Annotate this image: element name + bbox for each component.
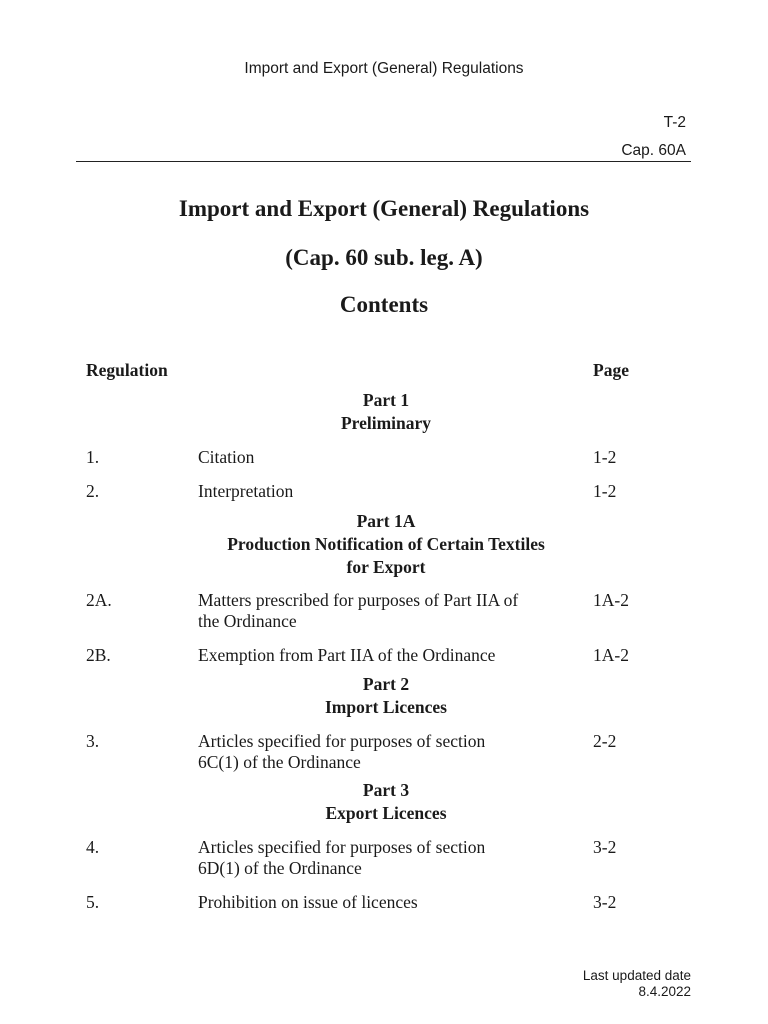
page-number: 1-2 <box>593 481 617 501</box>
document-title: Import and Export (General) Regulations <box>178 196 590 221</box>
chapter-number: Cap. 60A <box>621 142 686 159</box>
regulation-title[interactable] <box>198 837 578 879</box>
part-name-continued: for Export <box>346 557 426 577</box>
document-subtitle: (Cap. 60 sub. leg. A) <box>285 245 483 270</box>
last-updated-date: 8.4.2022 <box>638 984 691 999</box>
part-name: Preliminary <box>340 413 432 433</box>
regulation-number: 4. <box>86 837 100 857</box>
part-label: Part 1 <box>362 390 410 410</box>
regulation-number: 3. <box>86 731 100 751</box>
page-number: 3-2 <box>593 892 617 912</box>
part-heading <box>86 389 686 435</box>
part-name: Import Licences <box>325 697 447 717</box>
regulation-number: 2. <box>86 481 100 501</box>
regulation-title[interactable]: Interpretation <box>198 481 294 501</box>
part-label: Part 3 <box>362 780 410 800</box>
part-name: Export Licences <box>325 803 447 823</box>
page-reference <box>621 109 686 165</box>
regulation-number: 1. <box>86 447 100 467</box>
regulation-number: 5. <box>86 892 100 912</box>
page-number: 3-2 <box>593 837 617 857</box>
regulation-title-line: 6C(1) of the Ordinance <box>198 752 361 772</box>
regulation-title-line: Articles specified for purposes of section <box>198 731 486 751</box>
regulation-title-line: the Ordinance <box>198 611 297 631</box>
regulation-title[interactable] <box>198 590 578 632</box>
regulation-title-line: Articles specified for purposes of section <box>198 837 486 857</box>
regulation-title-line: 6D(1) of the Ordinance <box>198 858 362 878</box>
regulation-title[interactable]: Citation <box>198 447 255 467</box>
part-heading <box>86 510 686 579</box>
page-number: 1A-2 <box>593 645 629 665</box>
regulation-column-header: Regulation <box>86 360 168 380</box>
last-updated-label: Last updated date <box>582 968 691 983</box>
regulation-title[interactable] <box>198 731 578 773</box>
header-divider <box>76 161 691 162</box>
page-number: 1A-2 <box>593 590 629 610</box>
regulation-number: 2B. <box>86 645 111 665</box>
footer <box>583 968 691 1000</box>
part-heading <box>86 673 686 719</box>
regulation-number: 2A. <box>86 590 112 610</box>
page-number: T-2 <box>663 114 686 131</box>
part-label: Part 2 <box>362 674 410 694</box>
contents-heading: Contents <box>339 292 429 317</box>
page-column-header: Page <box>593 360 629 380</box>
running-header: Import and Export (General) Regulations <box>244 60 524 77</box>
page-number: 2-2 <box>593 731 617 751</box>
part-label: Part 1A <box>356 511 416 531</box>
regulation-title[interactable]: Exemption from Part IIA of the Ordinance <box>198 645 496 665</box>
regulation-title-line: Matters prescribed for purposes of Part IIA of <box>198 590 519 610</box>
page-number: 1-2 <box>593 447 617 467</box>
part-name: Production Notification of Certain Textiles <box>227 534 545 554</box>
regulation-title[interactable]: Prohibition on issue of licences <box>198 892 418 912</box>
part-heading <box>86 779 686 825</box>
